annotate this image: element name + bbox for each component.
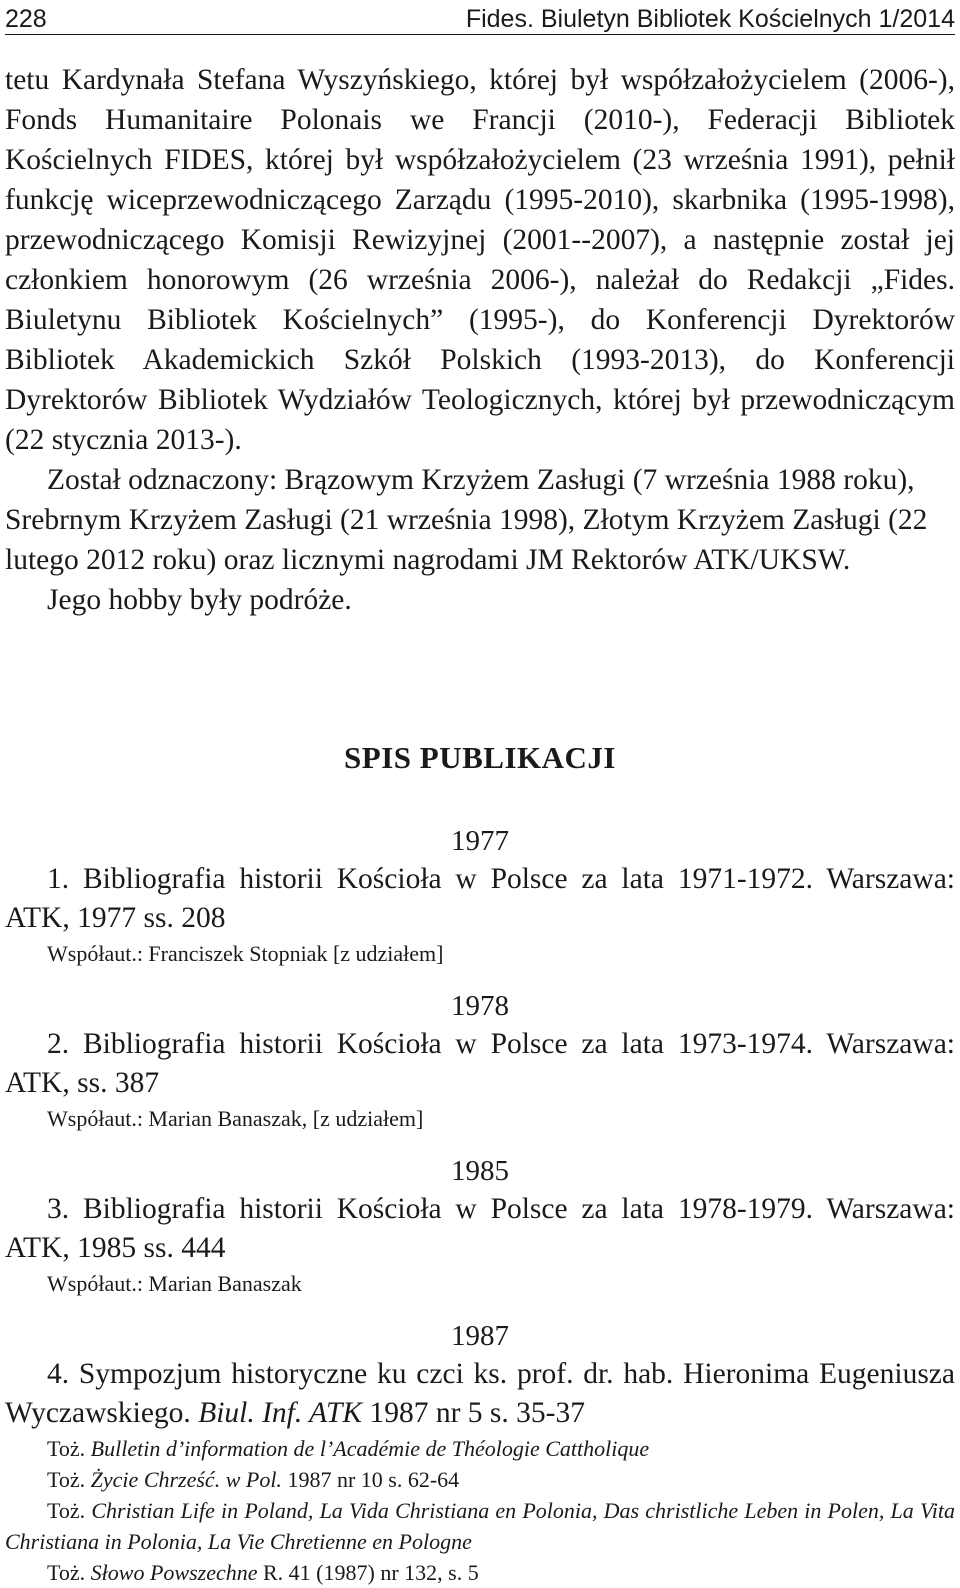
publication-note: Współaut.: Franciszek Stopniak [z udziałem]: [47, 941, 444, 966]
publication-year: 1978: [451, 990, 509, 1022]
entry-journal: Biul. Inf. ATK: [198, 1397, 363, 1429]
journal-title: Fides. Biuletyn Bibliotek Kościelnych 1/2014: [465, 5, 955, 33]
reprint-prefix: Toż.: [47, 1498, 92, 1523]
publication-year: 1985: [451, 1155, 509, 1187]
publication-year: 1987: [451, 1320, 509, 1352]
publication-entry: 2. Bibliografia historii Kościoła w Polsce za lata 1973-1974. Warszawa: ATK, ss. 387: [5, 1028, 955, 1099]
publication-note: Współaut.: Marian Banaszak, [z udziałem]: [47, 1106, 424, 1131]
reprint-note: [5, 1557, 955, 1588]
publication-entry: 1. Bibliografia historii Kościoła w Polsce za lata 1971-1972. Warszawa: ATK, 1977 ss. 208: [5, 863, 955, 934]
reprint-tail: 1987 nr 10 s. 62-64: [281, 1467, 460, 1492]
reprint-note: [5, 1433, 955, 1464]
section-heading: SPIS PUBLIKACJI: [344, 740, 616, 775]
entry-text: 4. Sympozjum historyczne ku czci ks. prof. dr. hab. Hieronima Eugeniusza Wyczawskiego.: [5, 1358, 955, 1429]
reprint-tail: R. 41 (1987) nr 132, s. 5: [257, 1560, 479, 1585]
reprint-note: [5, 1464, 955, 1495]
running-header: [5, 4, 955, 35]
publication-list: [5, 822, 955, 1588]
reprint-title: Słowo Powszechne: [90, 1560, 258, 1585]
reprint-prefix: Toż.: [47, 1436, 91, 1461]
publication-entry: 3. Bibliografia historii Kościoła w Polsce za lata 1978-1979. Warszawa: ATK, 1985 ss. 444: [5, 1193, 955, 1264]
biography-paragraph: tetu Kardynała Stefana Wyszyńskiego, której był współzałożycielem (2006-), Fonds Humanitaire Polonais we Francji (2010-), Federacji Bibliotek Kościelnych FIDES, której był współzałożycielem (23 września 1991), pełnił funkcję wiceprzewodniczącego Zarządu (1995-2010), skarbnika (1995-1998), przewodniczącego Komisji Rewizyjnej (2001--2007), a następnie został jej członkiem honorowym (26 września 2006-), należał do Redakcji „Fides. Biuletynu Bibliotek Kościelnych” (1995-), do Konferencji Dyrektorów Bibliotek Akademickich Szkół Polskich (1993-2013), do Konferencji Dyrektorów Bibliotek Wydziałów Teologicznych, której był przewodniczącym (22 stycznia 2013-).: [5, 64, 955, 456]
publication-year: 1977: [451, 825, 509, 857]
reprint-prefix: Toż.: [47, 1467, 91, 1492]
biography-text: [5, 60, 955, 620]
entry-text: 1987 nr 5 s. 35-37: [362, 1397, 585, 1429]
publication-note: Współaut.: Marian Banaszak: [47, 1271, 302, 1296]
biography-paragraph: Został odznaczony: Brązowym Krzyżem Zasługi (7 września 1988 roku), Srebrnym Krzyżem Zasługi (21 września 1998), Złotym Krzyżem Zasługi (22 lutego 2012 roku) oraz licznymi nagrodami JM Rektorów ATK/UKSW.: [5, 464, 928, 576]
reprint-title: Christian Life in Poland, La Vida Christiana en Polonia, Das christliche Leben in Polen, La Vita Christiana in Polonia, La Vie Chretienne en Pologne: [5, 1498, 955, 1554]
reprint-title: Bulletin d’information de l’Académie de Théologie Cattholique: [90, 1436, 650, 1461]
reprint-title: Życie Chrześć. w Pol.: [90, 1467, 282, 1492]
reprint-note: [5, 1495, 955, 1557]
publication-entry: [5, 1355, 955, 1433]
biography-paragraph: Jego hobby były podróże.: [47, 584, 352, 616]
reprint-prefix: Toż.: [47, 1560, 91, 1585]
page-number: 228: [5, 5, 47, 33]
